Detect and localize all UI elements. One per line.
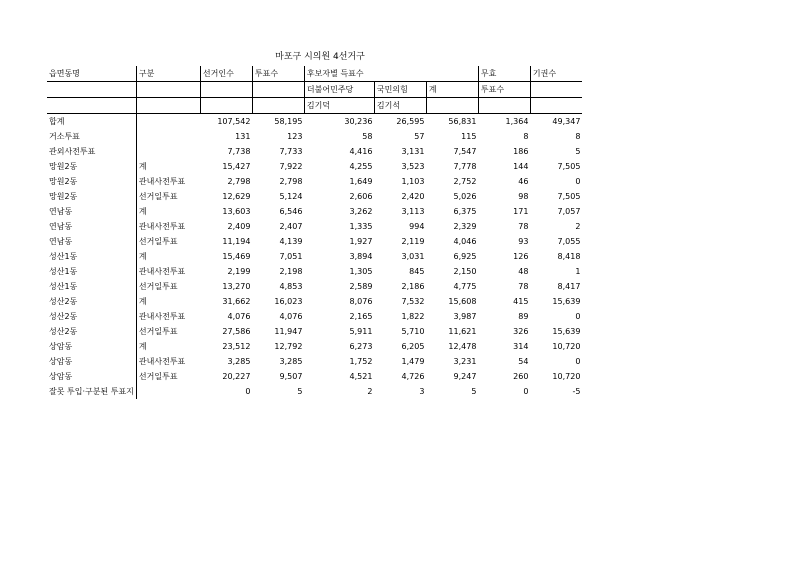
cell-type: 선거일투표	[138, 372, 178, 381]
cell-abstain: 7,505	[557, 192, 581, 201]
table-row	[47, 219, 582, 234]
cell-abstain: 1	[575, 267, 581, 276]
cell-candidate-1: 1,305	[349, 267, 373, 276]
cell-area: 합계	[47, 114, 136, 130]
cell-abstain: 7,505	[557, 162, 581, 171]
cell-candidate-1: 1,649	[349, 177, 373, 186]
header-party-2: 국민의힘	[374, 82, 426, 98]
cell-electors: 23,512	[222, 342, 251, 351]
cell-candidate-2: 5,710	[401, 327, 425, 336]
header-invalid: 무효	[478, 66, 530, 82]
cell-total: 7,778	[453, 162, 477, 171]
cell-total: 11,621	[448, 327, 477, 336]
cell-area: 성산1동	[47, 279, 136, 294]
cell-area: 성산2동	[47, 294, 136, 309]
cell-candidate-2: 1,103	[401, 177, 425, 186]
header-candidate-2: 김기석	[374, 98, 426, 114]
header-candidate-1: 김기덕	[304, 98, 374, 114]
header-invalid-sub: 투표수	[478, 82, 530, 98]
cell-invalid: 171	[513, 207, 529, 216]
cell-candidate-1: 3,262	[349, 207, 373, 216]
cell-invalid: 186	[513, 147, 529, 156]
cell-area: 망원2동	[47, 174, 136, 189]
table-row	[47, 189, 582, 204]
cell-abstain: 7,055	[557, 237, 581, 246]
cell-candidate-2: 3,031	[401, 252, 425, 261]
cell-electors: 7,738	[227, 147, 251, 156]
cell-abstain: 0	[575, 312, 581, 321]
cell-area: 성산1동	[47, 249, 136, 264]
header-row-3	[47, 98, 582, 114]
cell-ballots: 4,853	[279, 282, 303, 291]
cell-candidate-1: 4,416	[349, 147, 373, 156]
cell-type: 계	[138, 297, 147, 306]
cell-area: 잘못 투입·구분된 투표지	[47, 384, 136, 399]
cell-abstain: 15,639	[552, 297, 581, 306]
table-row	[47, 279, 582, 294]
cell-candidate-2: 57	[414, 132, 425, 141]
cell-candidate-1: 8,076	[349, 297, 373, 306]
table-row	[47, 369, 582, 384]
cell-area: 망원2동	[47, 189, 136, 204]
cell-candidate-1: 5,911	[349, 327, 373, 336]
cell-ballots: 9,507	[279, 372, 303, 381]
cell-candidate-2: 2,119	[401, 237, 425, 246]
cell-area: 상암동	[47, 369, 136, 384]
cell-candidate-2: 4,726	[401, 372, 425, 381]
cell-candidate-2: 2,420	[401, 192, 425, 201]
cell-type: 관내사전투표	[138, 267, 186, 276]
cell-ballots: 5,124	[279, 192, 303, 201]
cell-area: 상암동	[47, 354, 136, 369]
cell-total: 3,987	[453, 312, 477, 321]
cell-area: 연남동	[47, 219, 136, 234]
table-row	[47, 339, 582, 354]
cell-candidate-1: 2	[367, 387, 373, 396]
cell-invalid: 78	[518, 222, 529, 231]
header-total-blank	[426, 98, 478, 114]
cell-candidate-2: 7,532	[401, 297, 425, 306]
cell-total: 2,752	[453, 177, 477, 186]
cell-invalid: 78	[518, 282, 529, 291]
cell-candidate-2: 845	[409, 267, 425, 276]
cell-type	[136, 144, 200, 159]
header-ballots-blank	[252, 82, 304, 98]
cell-type: 계	[138, 207, 147, 216]
cell-total: 6,375	[453, 207, 477, 216]
cell-candidate-2: 2,186	[401, 282, 425, 291]
cell-candidate-1: 1,335	[349, 222, 373, 231]
header-ballots: 투표수	[252, 66, 304, 82]
cell-ballots: 12,792	[274, 342, 303, 351]
table-row	[47, 204, 582, 219]
cell-type: 선거일투표	[138, 192, 178, 201]
cell-ballots: 6,546	[279, 207, 303, 216]
cell-total: 9,247	[453, 372, 477, 381]
cell-candidate-2: 3,113	[401, 207, 425, 216]
cell-ballots: 11,947	[274, 327, 303, 336]
cell-type: 선거일투표	[138, 327, 178, 336]
cell-electors: 27,586	[222, 327, 251, 336]
cell-abstain: 10,720	[552, 372, 581, 381]
cell-invalid: 8	[523, 132, 529, 141]
table-row	[47, 114, 582, 130]
cell-type: 관내사전투표	[138, 177, 186, 186]
header-abstain-blank	[530, 82, 582, 98]
table-row	[47, 309, 582, 324]
cell-electors: 11,194	[222, 237, 251, 246]
cell-abstain: 0	[575, 357, 581, 366]
header-row-1	[47, 66, 582, 82]
header-area: 읍면동명	[47, 66, 136, 82]
cell-type: 관내사전투표	[138, 312, 186, 321]
header-abstain: 기권수	[530, 66, 582, 82]
cell-abstain: 10,720	[552, 342, 581, 351]
cell-total: 56,831	[426, 114, 478, 130]
table-row	[47, 144, 582, 159]
cell-candidate-1: 2,606	[349, 192, 373, 201]
page-title: 마포구 시의원 4선거구	[275, 52, 365, 62]
cell-electors: 2,199	[227, 267, 251, 276]
cell-electors: 13,603	[222, 207, 251, 216]
cell-electors: 131	[235, 132, 251, 141]
cell-ballots: 58,195	[252, 114, 304, 130]
cell-area: 거소투표	[47, 129, 136, 144]
cell-candidate-1: 30,236	[304, 114, 374, 130]
table-row	[47, 354, 582, 369]
cell-area: 관외사전투표	[47, 144, 136, 159]
cell-total: 4,046	[453, 237, 477, 246]
cell-type	[136, 384, 200, 399]
header-type: 구분	[136, 66, 200, 82]
cell-abstain: 5	[575, 147, 581, 156]
cell-candidate-2: 3,131	[401, 147, 425, 156]
cell-electors: 12,629	[222, 192, 251, 201]
cell-ballots: 3,285	[279, 357, 303, 366]
table-row	[47, 264, 582, 279]
table-row	[47, 129, 582, 144]
cell-area: 성산1동	[47, 264, 136, 279]
header-abstain-blank	[530, 98, 582, 114]
cell-total: 5,026	[453, 192, 477, 201]
cell-area: 성산2동	[47, 324, 136, 339]
cell-candidate-1: 4,255	[349, 162, 373, 171]
header-electors-blank	[200, 82, 252, 98]
cell-total: 3,231	[453, 357, 477, 366]
header-candidate-votes: 후보자별 득표수	[304, 66, 426, 82]
cell-electors: 2,798	[227, 177, 251, 186]
cell-ballots: 2,198	[279, 267, 303, 276]
header-total-blank	[426, 66, 478, 82]
header-electors-blank	[200, 98, 252, 114]
cell-invalid: 126	[513, 252, 529, 261]
cell-abstain: -5	[572, 387, 581, 396]
cell-electors: 3,285	[227, 357, 251, 366]
cell-total: 6,925	[453, 252, 477, 261]
cell-abstain: 0	[575, 177, 581, 186]
cell-candidate-2: 3	[419, 387, 425, 396]
cell-type: 계	[138, 252, 147, 261]
cell-candidate-2: 6,205	[401, 342, 425, 351]
table-row	[47, 159, 582, 174]
cell-type: 선거일투표	[138, 237, 178, 246]
table-row	[47, 324, 582, 339]
cell-area: 연남동	[47, 204, 136, 219]
cell-area: 연남동	[47, 234, 136, 249]
cell-candidate-1: 6,273	[349, 342, 373, 351]
cell-abstain: 15,639	[552, 327, 581, 336]
cell-invalid: 1,364	[478, 114, 530, 130]
cell-ballots: 7,051	[279, 252, 303, 261]
cell-electors: 0	[245, 387, 251, 396]
cell-ballots: 7,922	[279, 162, 303, 171]
cell-candidate-1: 2,589	[349, 282, 373, 291]
cell-total: 4,775	[453, 282, 477, 291]
cell-invalid: 98	[518, 192, 529, 201]
cell-ballots: 7,733	[279, 147, 303, 156]
cell-total: 15,608	[448, 297, 477, 306]
cell-candidate-2: 994	[409, 222, 425, 231]
cell-invalid: 46	[518, 177, 529, 186]
cell-total: 7,547	[453, 147, 477, 156]
table-row	[47, 174, 582, 189]
table-row	[47, 294, 582, 309]
header-invalid-blank	[478, 98, 530, 114]
cell-electors: 15,469	[222, 252, 251, 261]
cell-area: 성산2동	[47, 309, 136, 324]
cell-invalid: 326	[513, 327, 529, 336]
cell-invalid: 48	[518, 267, 529, 276]
cell-electors: 13,270	[222, 282, 251, 291]
cell-candidate-2: 1,822	[401, 312, 425, 321]
cell-abstain: 2	[575, 222, 581, 231]
cell-total: 5	[471, 387, 477, 396]
cell-type	[136, 114, 200, 130]
cell-candidate-1: 58	[362, 132, 373, 141]
header-electors: 선거인수	[200, 66, 252, 82]
table-row	[47, 384, 582, 399]
cell-invalid: 415	[513, 297, 529, 306]
cell-type	[136, 129, 200, 144]
cell-type: 계	[138, 162, 147, 171]
header-row-2	[47, 82, 582, 98]
cell-ballots: 4,139	[279, 237, 303, 246]
cell-ballots: 5	[297, 387, 303, 396]
cell-electors: 4,076	[227, 312, 251, 321]
cell-type: 계	[138, 342, 147, 351]
results-table	[47, 66, 582, 399]
cell-invalid: 93	[518, 237, 529, 246]
cell-ballots: 2,798	[279, 177, 303, 186]
header-party-1: 더불어민주당	[304, 82, 374, 98]
cell-electors: 31,662	[222, 297, 251, 306]
cell-candidate-1: 4,521	[349, 372, 373, 381]
header-type-blank	[136, 98, 200, 114]
cell-electors: 20,227	[222, 372, 251, 381]
cell-abstain: 8,417	[557, 282, 581, 291]
header-area-blank	[47, 98, 136, 114]
header-total: 계	[426, 82, 478, 98]
header-area-blank	[47, 82, 136, 98]
cell-candidate-2: 26,595	[374, 114, 426, 130]
cell-ballots: 123	[287, 132, 303, 141]
cell-abstain: 8,418	[557, 252, 581, 261]
cell-total: 2,150	[453, 267, 477, 276]
cell-type: 관내사전투표	[138, 222, 186, 231]
cell-invalid: 89	[518, 312, 529, 321]
cell-ballots: 16,023	[274, 297, 303, 306]
cell-electors: 15,427	[222, 162, 251, 171]
cell-type: 선거일투표	[138, 282, 178, 291]
cell-candidate-2: 1,479	[401, 357, 425, 366]
cell-invalid: 314	[513, 342, 529, 351]
cell-ballots: 4,076	[279, 312, 303, 321]
cell-total: 2,329	[453, 222, 477, 231]
cell-candidate-1: 1,752	[349, 357, 373, 366]
table-row	[47, 249, 582, 264]
cell-area: 망원2동	[47, 159, 136, 174]
cell-candidate-1: 3,894	[349, 252, 373, 261]
cell-candidate-2: 3,523	[401, 162, 425, 171]
cell-ballots: 2,407	[279, 222, 303, 231]
cell-abstain: 7,057	[557, 207, 581, 216]
cell-abstain: 8	[575, 132, 581, 141]
header-ballots-blank	[252, 98, 304, 114]
cell-type: 관내사전투표	[138, 357, 186, 366]
cell-invalid: 54	[518, 357, 529, 366]
cell-electors: 107,542	[200, 114, 252, 130]
cell-total: 12,478	[448, 342, 477, 351]
cell-candidate-1: 2,165	[349, 312, 373, 321]
cell-abstain: 49,347	[530, 114, 582, 130]
cell-candidate-1: 1,927	[349, 237, 373, 246]
cell-invalid: 144	[513, 162, 529, 171]
table-row	[47, 234, 582, 249]
cell-total: 115	[461, 132, 477, 141]
cell-invalid: 0	[523, 387, 529, 396]
cell-invalid: 260	[513, 372, 529, 381]
cell-electors: 2,409	[227, 222, 251, 231]
header-type-blank	[136, 82, 200, 98]
cell-area: 상암동	[47, 339, 136, 354]
